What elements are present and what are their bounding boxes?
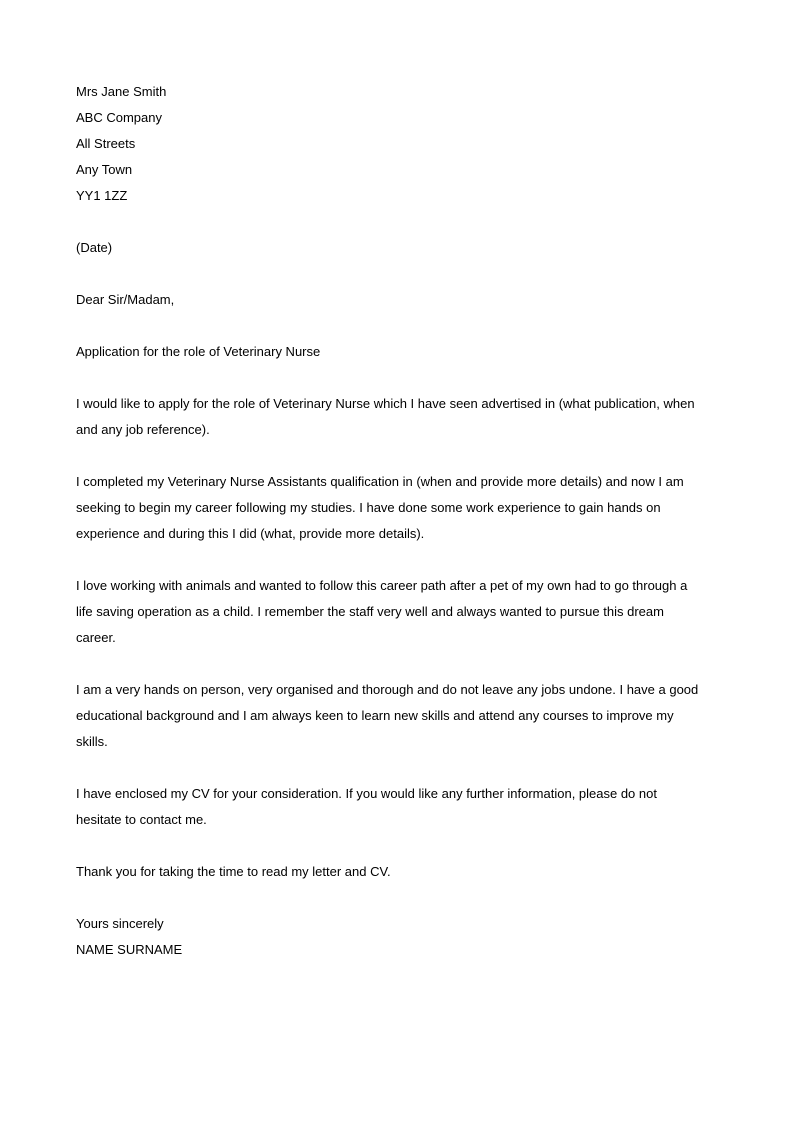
recipient-company: ABC Company bbox=[76, 110, 162, 125]
recipient-town: Any Town bbox=[76, 162, 133, 177]
letter-body bbox=[76, 79, 716, 963]
paragraph-line: I am a very hands on person, very organised and thorough and do not leave any jobs undone. I have a good bbox=[76, 682, 699, 697]
spacer bbox=[76, 651, 716, 677]
paragraph-line: Thank you for taking the time to read my letter and CV. bbox=[76, 864, 391, 879]
paragraph-motivation bbox=[76, 573, 716, 651]
paragraph-line: career. bbox=[76, 630, 116, 645]
paragraph-thanks bbox=[76, 859, 716, 885]
paragraph-line: skills. bbox=[76, 734, 108, 749]
paragraph-line: I have enclosed my CV for your consideration. If you would like any further information, please do not bbox=[76, 786, 657, 801]
spacer bbox=[76, 833, 716, 859]
paragraph-line: I completed my Veterinary Nurse Assistants qualification in (when and provide more details) and now I am bbox=[76, 474, 684, 489]
paragraph-enclosure bbox=[76, 781, 716, 833]
paragraph-line: seeking to begin my career following my studies. I have done some work experience to gain hands on bbox=[76, 500, 661, 515]
paragraph-qualification bbox=[76, 469, 716, 547]
salutation: Dear Sir/Madam, bbox=[76, 292, 175, 307]
spacer bbox=[76, 443, 716, 469]
spacer bbox=[76, 755, 716, 781]
paragraph-line: I would like to apply for the role of Veterinary Nurse which I have seen advertised in (what publication, when bbox=[76, 396, 695, 411]
spacer bbox=[76, 885, 716, 911]
paragraph-line: experience and during this I did (what, provide more details). bbox=[76, 526, 425, 541]
paragraph-line: and any job reference). bbox=[76, 422, 210, 437]
closing: Yours sincerely bbox=[76, 916, 164, 931]
spacer bbox=[76, 547, 716, 573]
signature-name: NAME SURNAME bbox=[76, 942, 183, 957]
spacer bbox=[76, 209, 716, 235]
paragraph-application bbox=[76, 391, 716, 443]
paragraph-personal-qualities bbox=[76, 677, 716, 755]
spacer bbox=[76, 261, 716, 287]
paragraph-line: I love working with animals and wanted to follow this career path after a pet of my own had to go through a bbox=[76, 578, 688, 593]
paragraph-line: educational background and I am always keen to learn new skills and attend any courses to improve my bbox=[76, 708, 674, 723]
spacer bbox=[76, 313, 716, 339]
paragraph-line: hesitate to contact me. bbox=[76, 812, 207, 827]
recipient-address bbox=[76, 79, 716, 209]
paragraph-line: life saving operation as a child. I remember the staff very well and always wanted to pursue this dream bbox=[76, 604, 664, 619]
letter-date: (Date) bbox=[76, 240, 113, 255]
recipient-name: Mrs Jane Smith bbox=[76, 84, 167, 99]
spacer bbox=[76, 365, 716, 391]
recipient-postcode: YY1 1ZZ bbox=[76, 188, 128, 203]
letter-subject: Application for the role of Veterinary Nurse bbox=[76, 344, 321, 359]
recipient-street: All Streets bbox=[76, 136, 136, 151]
